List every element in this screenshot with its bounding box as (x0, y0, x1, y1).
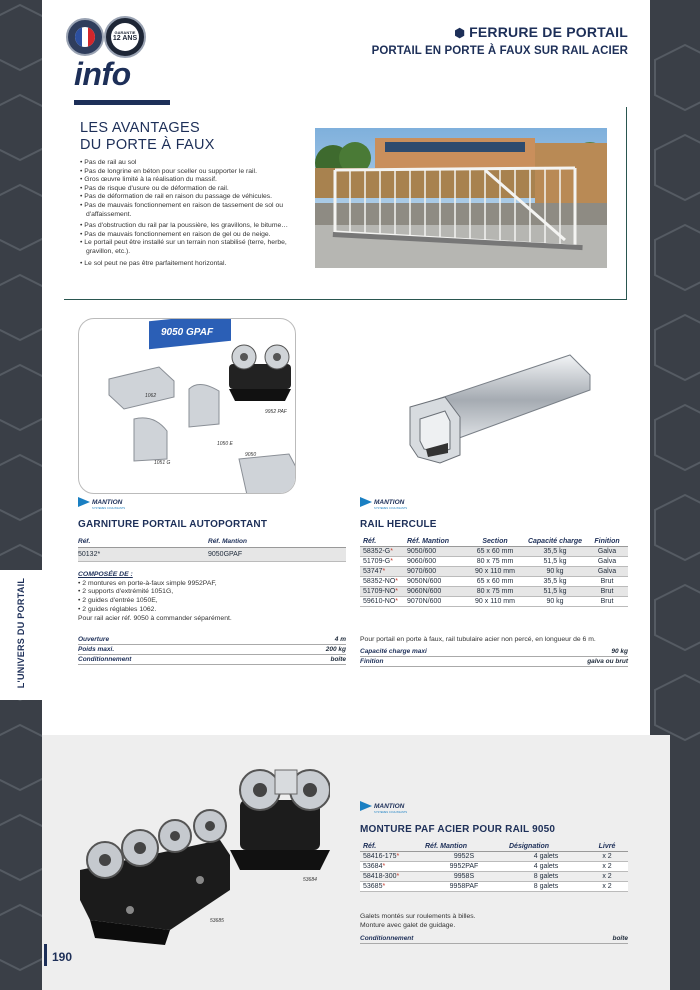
monture-table: Réf. Réf. Mantion Désignation Livré 58416-175* 9952S 4 galets x 2 53684* 9952PAF 4 galets x 2 58418-300* 9958S 8 galets x 2 53685* 9958PAF 8 galets x 2 (360, 842, 628, 892)
table-row: 53684* 9952PAF 4 galets x 2 (360, 862, 628, 872)
advantage-item: • Gros œuvre limité à la réalisation du massif. (80, 176, 217, 184)
advantage-item: • Le portail peut être installé sur un terrain non stabilisé (terre, herbe, gravillon, etc.). (80, 239, 287, 255)
mantion-mark-icon (78, 497, 90, 507)
mantion-logo-rail: MANTION SYSTEMES COULISSANTS (360, 497, 407, 510)
advantage-item: • Pas d'obstruction du rail par la poussière, les gravillons, le bitume… (80, 222, 289, 230)
rail-title: RAIL HERCULE (360, 519, 437, 530)
monture-specs: Conditionnement boîte (360, 935, 628, 942)
gate-photo (315, 128, 607, 268)
composee-item: • 2 guides d'entrée 1050E, (78, 597, 158, 605)
page-number: 190 (52, 950, 73, 964)
side-category-label: L'UNIVERS DU PORTAIL (0, 570, 42, 700)
advantage-item: • Pas de rail au sol (80, 159, 137, 166)
table-row: 58418-300* 9958S 8 galets x 2 (360, 872, 628, 882)
table-row: 58352-NO* 9050N/600 65 x 60 mm 35,5 kg Brut (360, 577, 628, 587)
section-title: ⬢ FERRURE DE PORTAIL (454, 24, 628, 40)
section-subtitle: PORTAIL EN PORTE À FAUX SUR RAIL ACIER (371, 45, 628, 57)
monture-notes: Galets montés sur roulements à billes. Monture avec galet de guidage. (360, 913, 476, 929)
monture-title: MONTURE PAF ACIER POUR RAIL 9050 (360, 824, 556, 835)
warranty-badge: GARANTIE 12 ANS (104, 16, 146, 58)
table-row: 50132* 9050GPAF (78, 548, 346, 562)
table-row: 53747* 9070/600 90 x 110 mm 90 kg Galva (360, 567, 628, 577)
rail-note: Pour portail en porte à faux, rail tubulaire acier non percé, en longueur de 6 m. (360, 636, 596, 643)
page-number-bar (44, 944, 47, 966)
advantages-title: LES AVANTAGES DU PORTE À FAUX (80, 120, 215, 153)
hexagon-icon: ⬢ (454, 26, 465, 40)
info-heading: info (74, 56, 131, 92)
kit-image: 9050 GPAF 1062 9952 PAF 1050 E 1051 G 9050 (78, 318, 296, 494)
rail-image (400, 345, 600, 475)
advantages-list (80, 159, 300, 268)
advantage-item: • Pas de longrine en béton pour sceller ou supporter le rail. (80, 167, 257, 175)
table-row: 53685* 9958PAF 8 galets x 2 (360, 882, 628, 892)
advantage-item: • Pas de déformation de rail en raison du passage de véhicules. (80, 193, 273, 201)
monture-image: 53684 53685 (70, 760, 330, 950)
garniture-specs: Ouverture 4 m Poids maxi. 200 kg Conditionnement boîte (78, 636, 346, 663)
advantage-item: • Pas de mauvais fonctionnement en raison de tassement de sol ou d'affaissement. (80, 201, 284, 218)
garniture-title: GARNITURE PORTAIL AUTOPORTANT (78, 519, 268, 530)
advantage-item: • Le sol peut ne pas être parfaitement horizontal. (80, 259, 227, 267)
table-row: 51709-NO* 9060N/600 80 x 75 mm 51,5 kg Brut (360, 587, 628, 597)
info-underline (74, 100, 170, 105)
mantion-mark-icon (360, 801, 372, 811)
garniture-composee: COMPOSÉE DE : • 2 montures en porte-à-faux simple 9952PAF, • 2 supports d'extrémité 1051G, • 2 guides d'entrée 1050E, • 2 guides réglables 1062. Pour rail acier réf. 9050 à commander séparément. (78, 571, 346, 623)
table-row: 58352-G* 9050/600 65 x 60 mm 35,5 kg Galva (360, 547, 628, 557)
rail-table: Réf. Réf. Mantion Section Capacité charge Finition 58352-G* 9050/600 65 x 60 mm 35,5 kg Galva 51709-G* 9060/600 80 x 75 mm 51,5 kg Galva 53747* 9070/600 90 x 110 mm 90 kg Galva 58352-NO* 9050N/600 65 x 60 mm 35,5 kg Brut 51709-NO* 9060N/600 80 x 75 mm 51,5 kg Brut 59610-NO* 9070N/600 90 x 110 mm 90 kg Brut (360, 537, 628, 607)
composee-item: • 2 montures en porte-à-faux simple 9952PAF, (78, 579, 217, 587)
rail-specs: Capacité charge maxi 90 kg Finition galva ou brut (360, 648, 628, 665)
advantage-item: • Pas de mauvais fonctionnement en raison de gel ou de neige. (80, 230, 271, 238)
composee-item: • 2 guides réglables 1062. (78, 605, 157, 613)
advantage-item: • Pas de risque d'usure ou de déformation de rail. (80, 184, 229, 192)
mantion-mark-icon (360, 497, 372, 507)
mantion-logo-garniture: MANTION SYSTEMES COULISSANTS (78, 497, 125, 510)
table-row: 58416-175* 9952S 4 galets x 2 (360, 852, 628, 862)
garniture-table: Réf. Réf. Mantion 50132* 9050GPAF (78, 536, 346, 562)
made-in-france-badge (66, 18, 104, 56)
left-background-panel (0, 0, 42, 990)
table-row: 51709-G* 9060/600 80 x 75 mm 51,5 kg Galva (360, 557, 628, 567)
mantion-logo-monture: MANTION SYSTEMES COULISSANTS (360, 801, 407, 814)
composee-item: • 2 supports d'extrémité 1051G, (78, 588, 174, 596)
table-row: 59610-NO* 9070N/600 90 x 110 mm 90 kg Brut (360, 597, 628, 607)
